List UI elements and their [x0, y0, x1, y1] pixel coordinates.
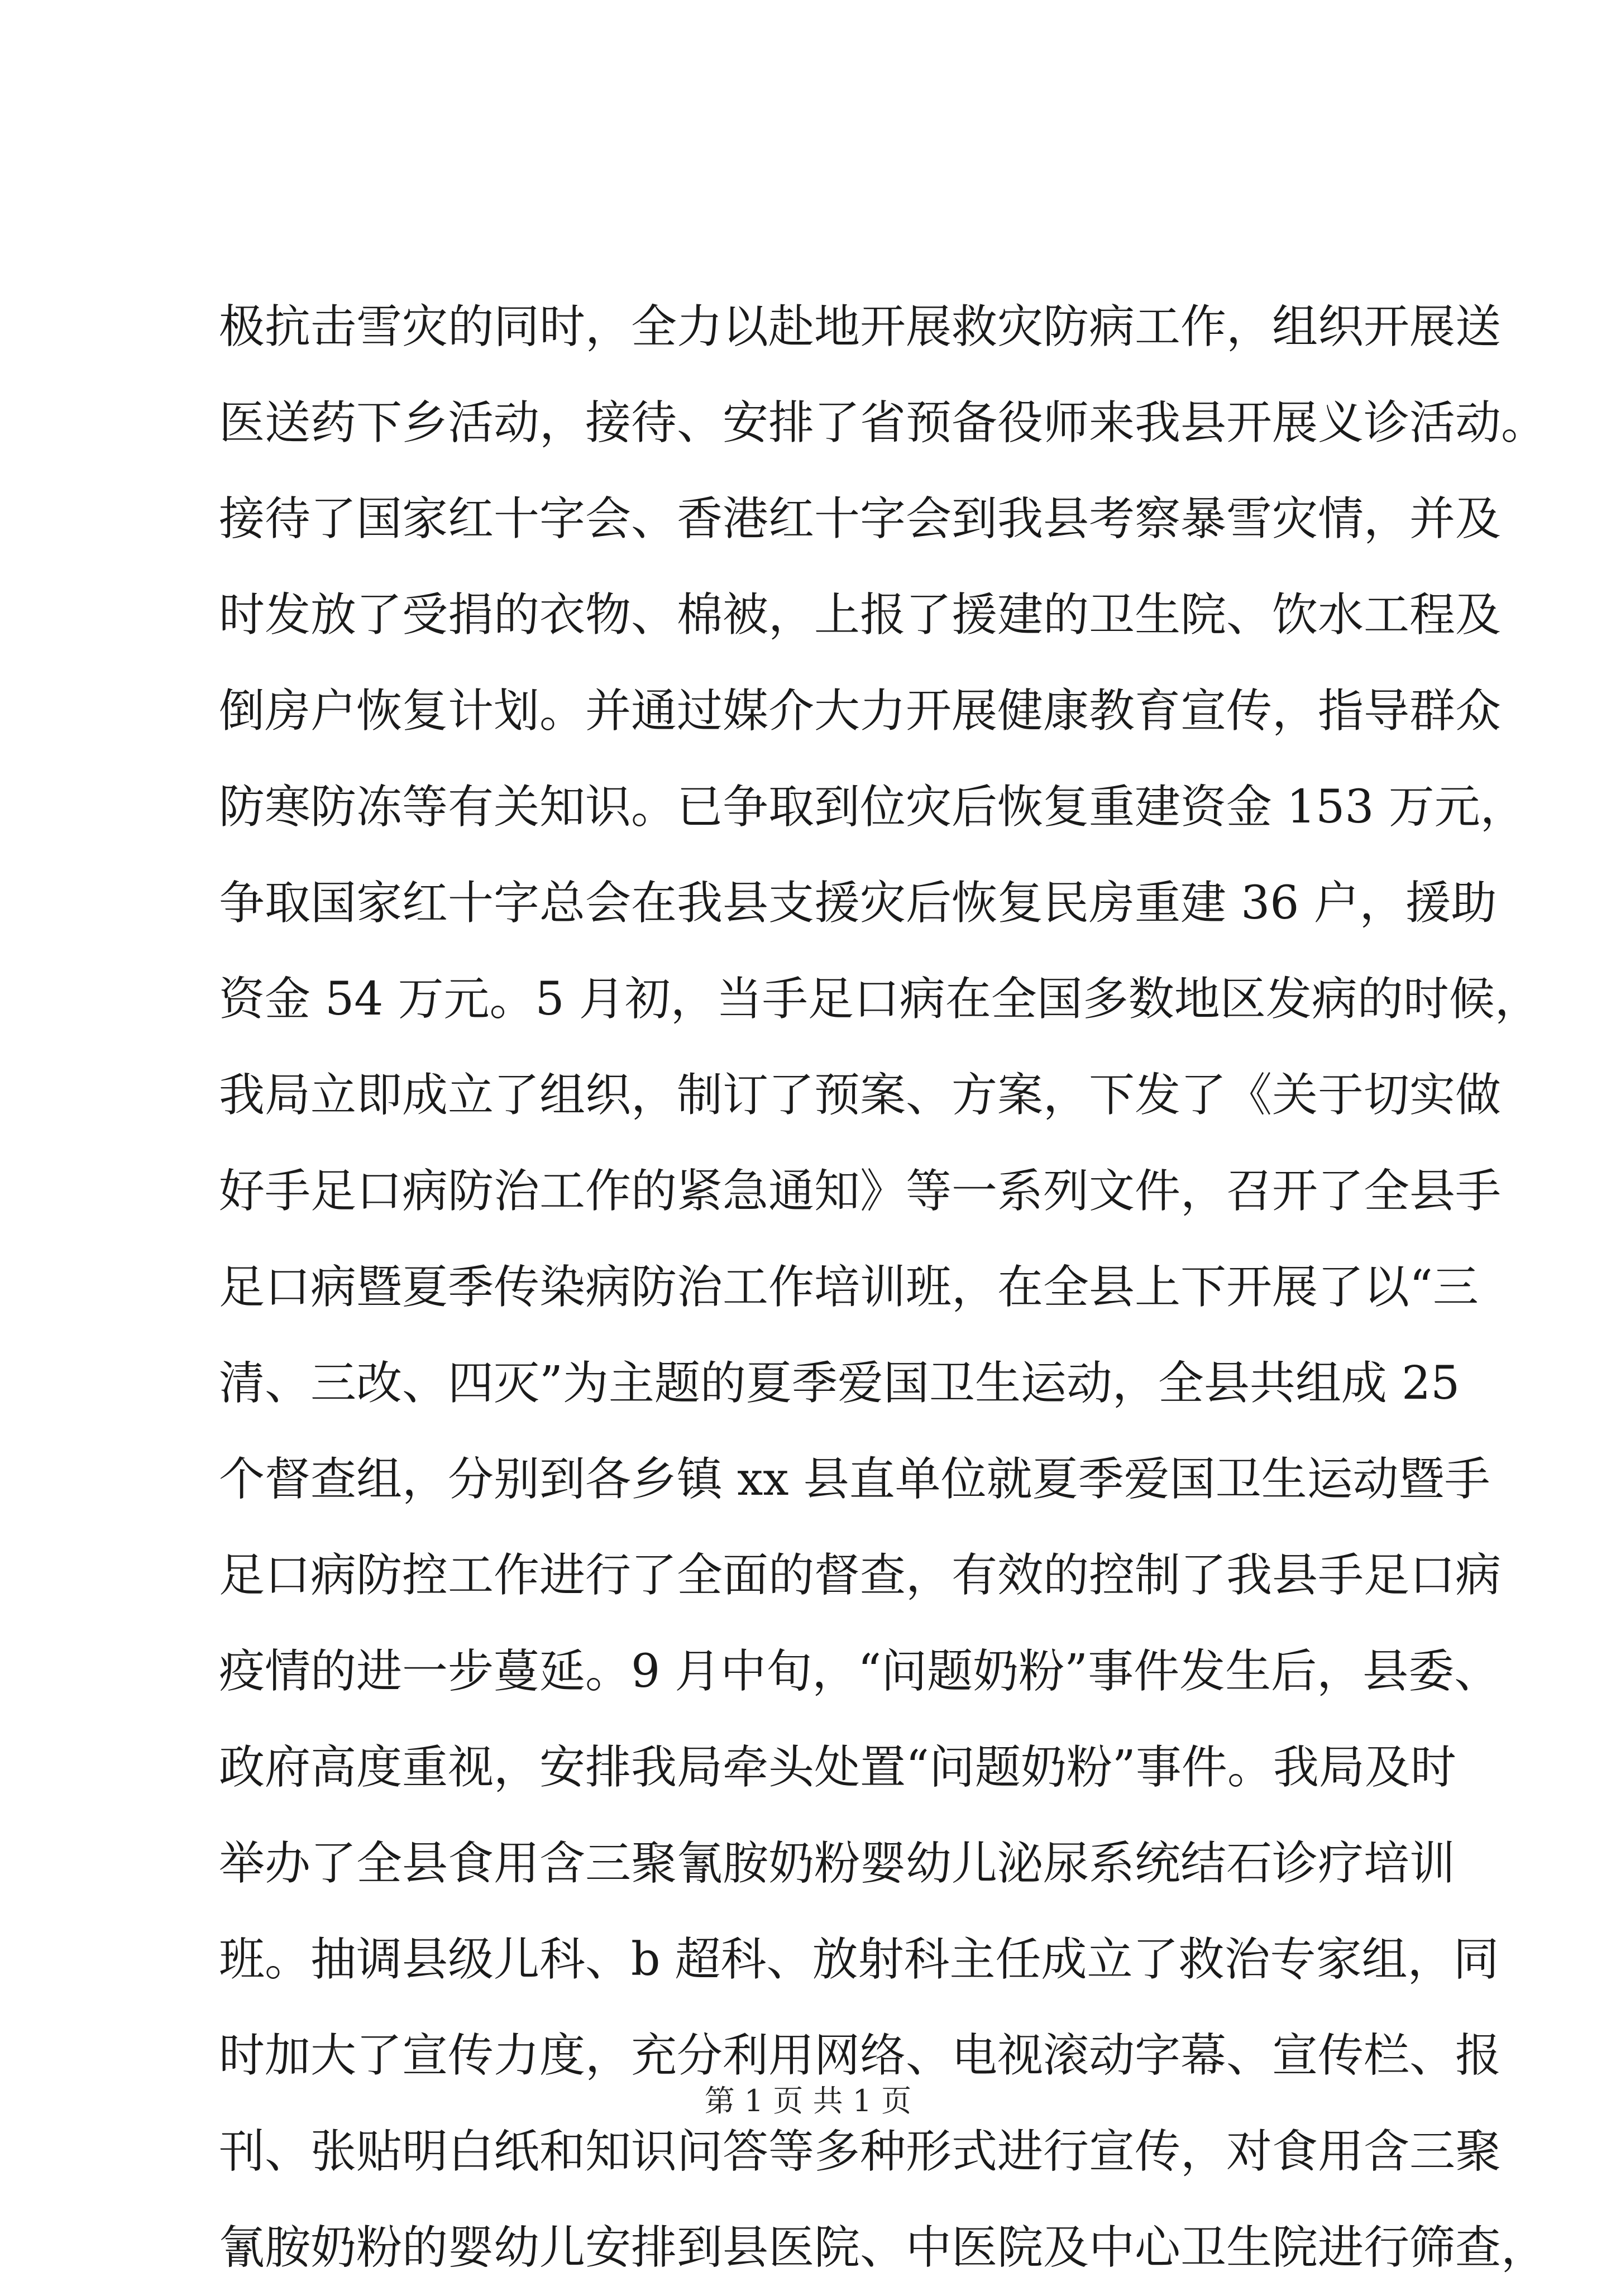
text-line: 举办了全县食用含三聚氰胺奶粉婴幼儿泌尿系统结石诊疗培训	[219, 1837, 1456, 1890]
text-line: 防寒防冻等有关知识。已争取到位灾后恢复重建资金 153 万元，	[219, 781, 1526, 834]
text-line: 好手足口病防治工作的紧急通知》等一系列文件，召开了全县手	[219, 1165, 1502, 1218]
text-line: 清、三改、四灭”为主题的夏季爱国卫生运动，全县共组成 25	[219, 1357, 1460, 1410]
text-line: 政府高度重视，安排我局牵头处置“问题奶粉”事件。我局及时	[219, 1741, 1456, 1794]
text-line: 我局立即成立了组织，制订了预案、方案，下发了《关于切实做	[219, 1069, 1502, 1122]
text-line: 医送药下乡活动，接待、安排了省预备役师来我县开展义诊活动。	[219, 396, 1547, 449]
text-line: 倒房户恢复计划。并通过媒介大力开展健康教育宣传，指导群众	[219, 685, 1502, 738]
page-number-label: 第 1 页 共 1 页	[704, 2083, 912, 2118]
text-line: 时加大了宣传力度，充分利用网络、电视滚动字幕、宣传栏、报	[219, 2029, 1502, 2082]
text-line: 足口病防控工作进行了全面的督查，有效的控制了我县手足口病	[219, 1549, 1502, 1602]
text-line: 疫情的进一步蔓延。9 月中旬，“问题奶粉”事件发生后，县委、	[219, 1645, 1500, 1698]
text-line: 刊、张贴明白纸和知识问答等多种形式进行宣传，对食用含三聚	[219, 2125, 1502, 2178]
text-line: 时发放了受捐的衣物、棉被，上报了援建的卫生院、饮水工程及	[219, 589, 1502, 642]
body-text	[219, 279, 1547, 2296]
text-line: 个督查组，分别到各乡镇 xx 县直单位就夏季爱国卫生运动暨手	[219, 1453, 1490, 1506]
text-line: 氰胺奶粉的婴幼儿安排到县医院、中医院及中心卫生院进行筛查，	[219, 2221, 1547, 2274]
page-footer	[0, 2082, 1616, 2121]
text-line: 资金 54 万元。5 月初，当手足口病在全国多数地区发病的时候，	[219, 973, 1541, 1026]
text-line: 争取国家红十字总会在我县支援灾后恢复民房重建 36 户，援助	[219, 877, 1497, 930]
text-line: 接待了国家红十字会、香港红十字会到我县考察暴雪灾情，并及	[219, 492, 1502, 546]
text-line: 班。抽调县级儿科、b 超科、放射科主任成立了救治专家组，同	[219, 1933, 1499, 1986]
text-line: 足口病暨夏季传染病防治工作培训班，在全县上下开展了以“三	[219, 1261, 1479, 1314]
text-line: 极抗击雪灾的同时，全力以赴地开展救灾防病工作，组织开展送	[219, 300, 1502, 353]
